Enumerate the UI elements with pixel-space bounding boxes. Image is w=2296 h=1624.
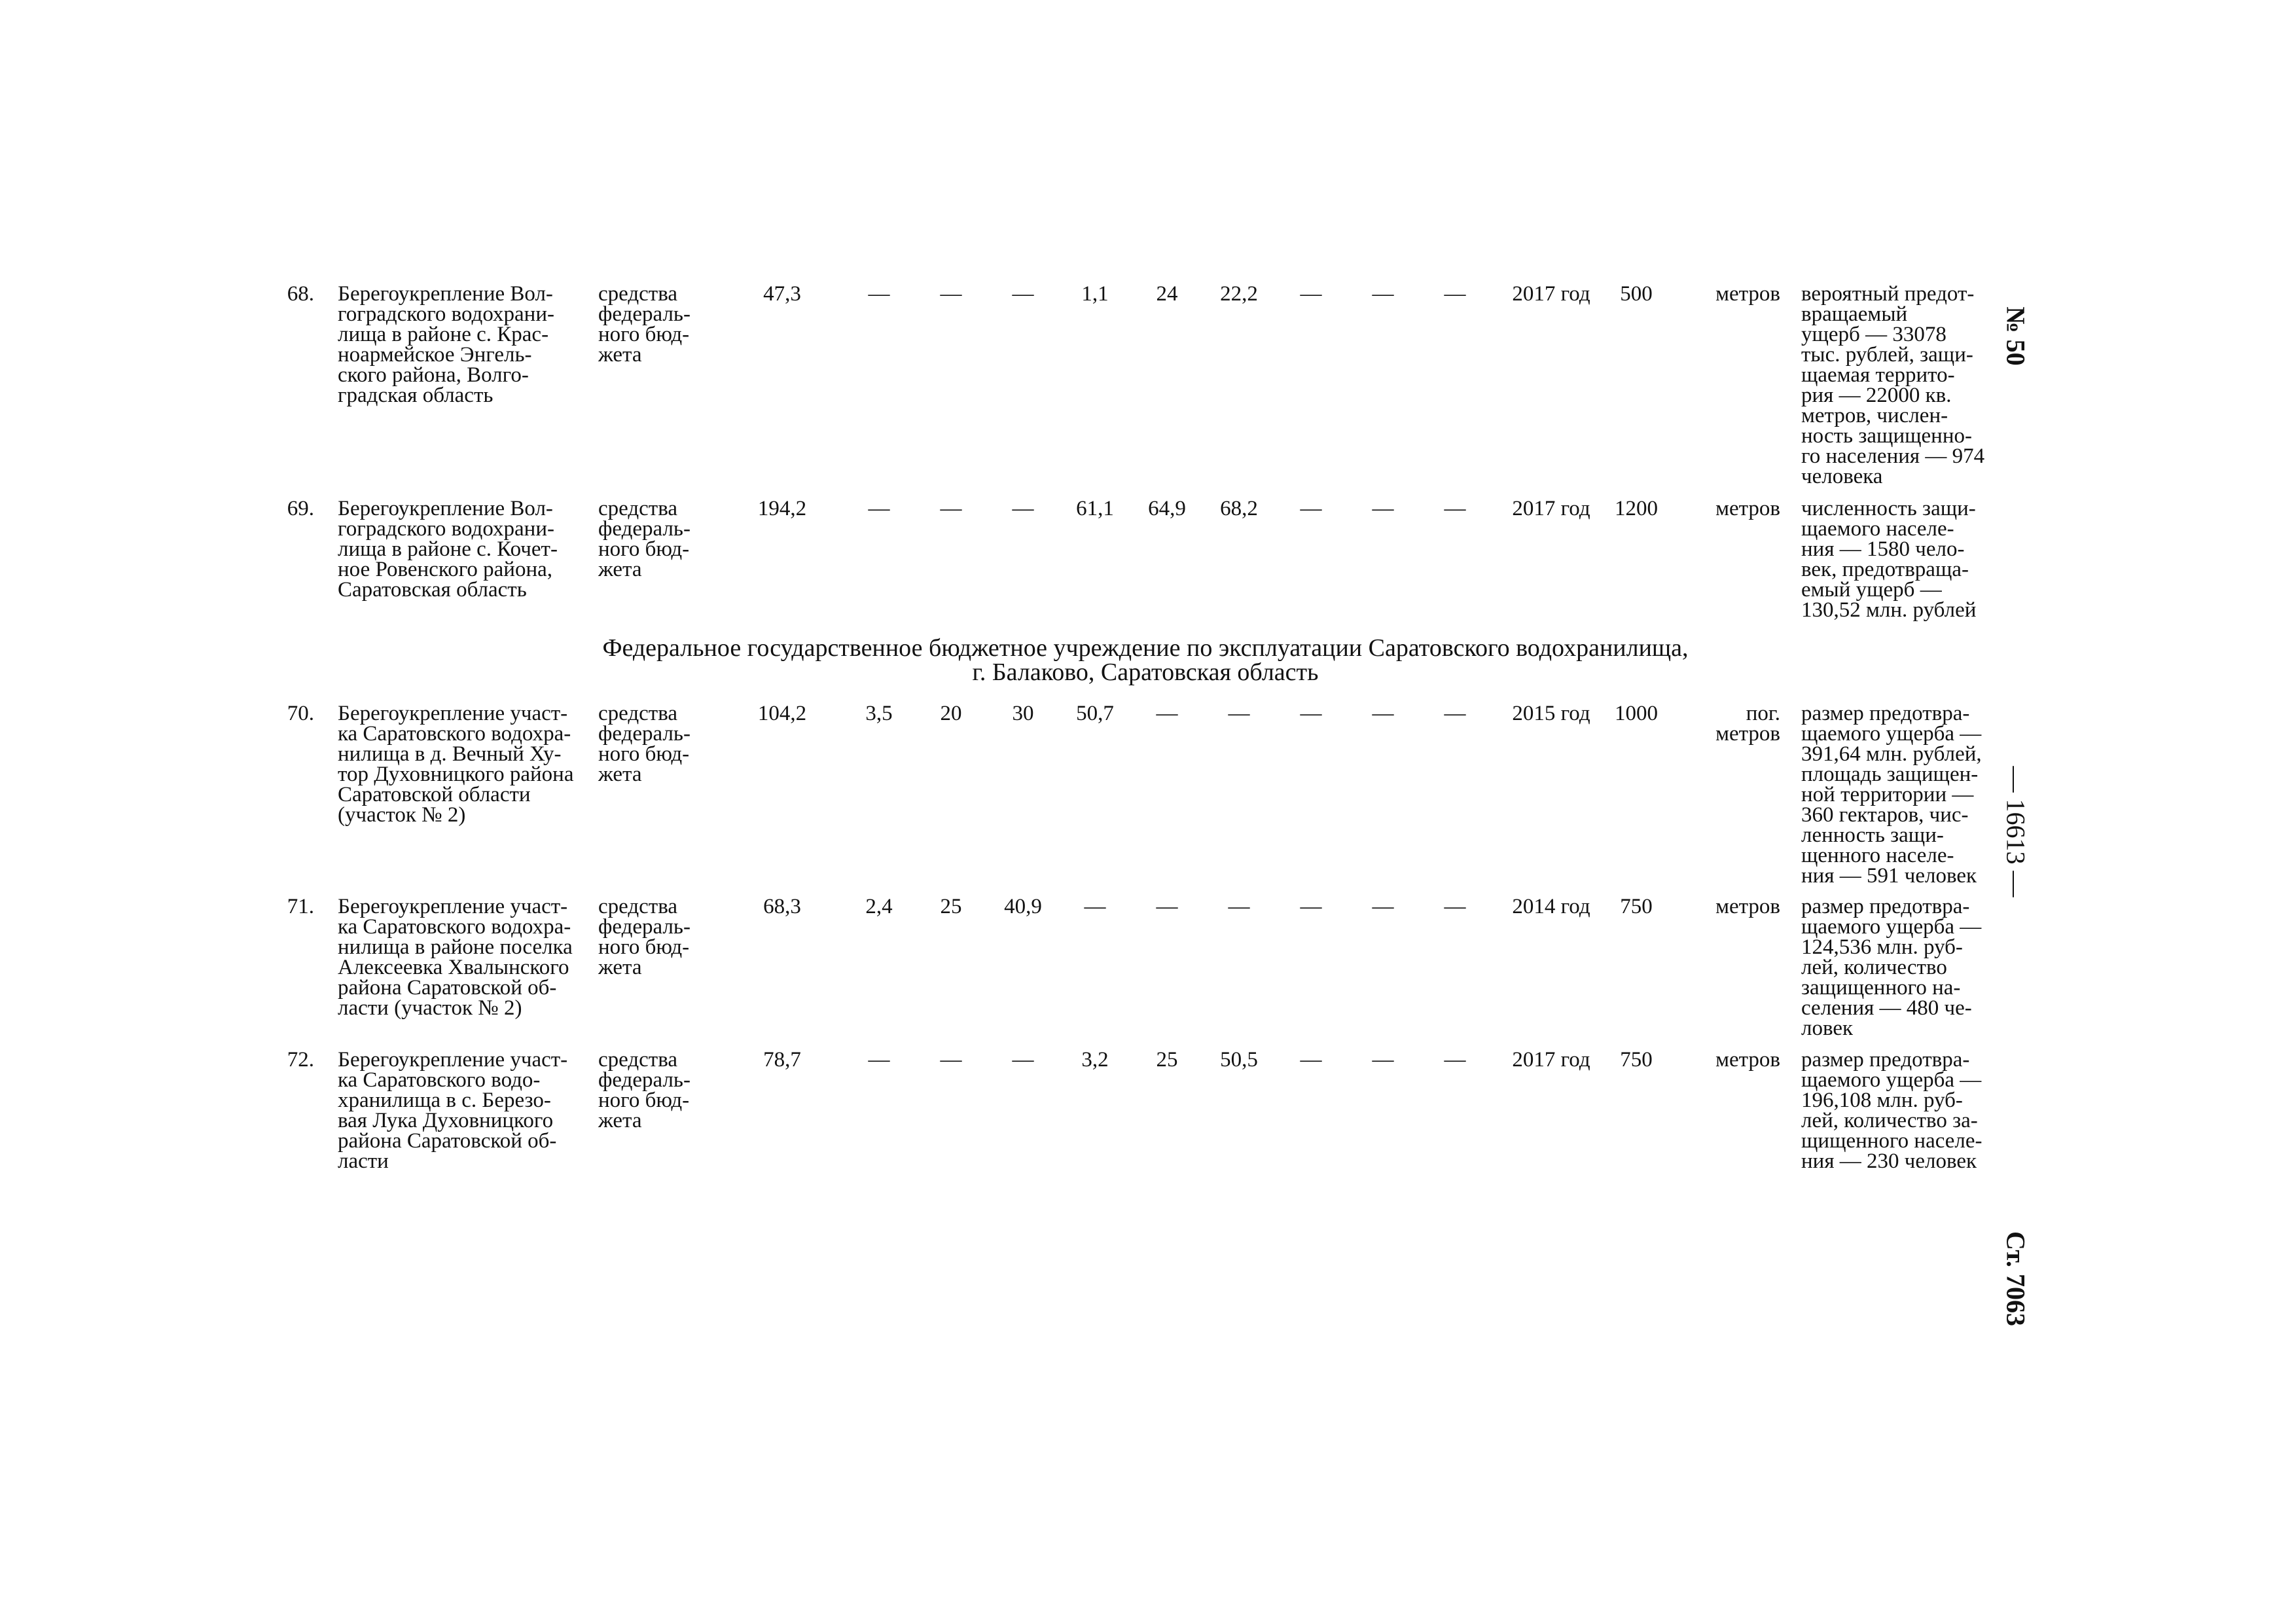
completion-year: 2017 год <box>1512 282 1590 306</box>
effect-description-line: площадь защищен- <box>1801 763 1979 786</box>
year-value: — <box>1444 702 1466 725</box>
funding-source <box>598 499 717 580</box>
object-name-line: гоградского водохрани- <box>338 517 554 541</box>
effect-description-line: 391,64 млн. рублей, <box>1801 742 1982 766</box>
total-value: 78,7 <box>763 1048 801 1072</box>
effect-description-line: лей, количество <box>1801 956 1947 979</box>
funding-source-line: жета <box>598 343 642 367</box>
funding-source-line: ного бюд- <box>598 742 690 766</box>
year-value: — <box>1156 702 1178 725</box>
funding-source-line: ного бюд- <box>598 537 690 561</box>
length-value: 1200 <box>1615 497 1658 520</box>
object-name-line: ка Саратовского водохра- <box>338 722 571 746</box>
effect-description-line: защищенного на- <box>1801 976 1961 1000</box>
year-value: — <box>868 497 890 520</box>
year-value: — <box>1084 895 1106 918</box>
effect-description-line: вращаемый <box>1801 302 1908 326</box>
effect-description <box>1801 1050 1998 1172</box>
object-name-line: ка Саратовского водохра- <box>338 915 571 939</box>
funding-source <box>598 897 717 978</box>
object-name-line: ное Ровенского района, <box>338 558 553 581</box>
object-name-line: Берегоукрепление Вол- <box>338 282 553 306</box>
year-value: — <box>1372 1048 1394 1072</box>
effect-description-line: ленность защи- <box>1801 823 1944 847</box>
year-value: — <box>868 1048 890 1072</box>
object-name-line: нилища в д. Вечный Ху- <box>338 742 562 766</box>
effect-description-line: 130,52 млн. рублей <box>1801 598 1977 622</box>
object-name-line: Берегоукрепление Вол- <box>338 497 553 520</box>
object-name-line: хранилища в с. Березо- <box>338 1089 551 1112</box>
funding-source-line: ного бюд- <box>598 1089 690 1112</box>
total-value: 68,3 <box>763 895 801 918</box>
funding-source-line: жета <box>598 558 642 581</box>
object-name-line: ка Саратовского водо- <box>338 1068 541 1092</box>
year-value: 25 <box>1156 1048 1178 1072</box>
completion-year: 2015 год <box>1512 702 1590 725</box>
length-unit <box>1682 499 1780 519</box>
effect-description-line: щищенного населе- <box>1801 1129 1982 1153</box>
object-name-line: лища в районе с. Крас- <box>338 323 549 346</box>
year-value: — <box>1228 895 1250 918</box>
funding-source-line: федераль- <box>598 722 691 746</box>
section-title-line2: г. Балаково, Саратовская область <box>972 659 1319 686</box>
effect-description <box>1801 499 1998 621</box>
year-value: 22,2 <box>1220 282 1258 306</box>
effect-description-line: рия — 22000 кв. <box>1801 384 1952 407</box>
year-value: — <box>1012 1048 1034 1072</box>
year-value: — <box>1300 497 1322 520</box>
year-value: 3,5 <box>865 702 893 725</box>
object-name-line: вая Лука Духовницкого <box>338 1109 554 1132</box>
effect-description-line: размер предотвра- <box>1801 1048 1970 1072</box>
year-value: — <box>1228 702 1250 725</box>
year-value: — <box>1012 282 1034 306</box>
year-value: 2,4 <box>865 895 893 918</box>
funding-source-line: средства <box>598 1048 678 1072</box>
funding-source-line: средства <box>598 497 678 520</box>
funding-source-line: средства <box>598 702 678 725</box>
year-value: — <box>1300 702 1322 725</box>
effect-description-line: тыс. рублей, защи- <box>1801 343 1973 367</box>
effect-description <box>1801 704 1998 886</box>
effect-description-line: ловек <box>1801 1017 1854 1040</box>
effect-description-line: метров, числен- <box>1801 404 1948 427</box>
effect-description-line: щаемого населе- <box>1801 517 1954 541</box>
object-name-line: Берегоукрепление участ- <box>338 895 568 918</box>
row-number: 68. <box>287 282 314 306</box>
length-value: 1000 <box>1615 702 1658 725</box>
effect-description-line: емый ущерб — <box>1801 578 1942 602</box>
object-name-line: ноармейское Энгель- <box>338 343 532 367</box>
effect-description-line: го населения — 974 <box>1801 444 1985 468</box>
effect-description-line: селения — 480 че- <box>1801 996 1972 1020</box>
year-value: — <box>1372 702 1394 725</box>
length-unit-line: метров <box>1715 1048 1780 1072</box>
year-value: — <box>940 282 962 306</box>
object-name-line: ласти <box>338 1149 389 1173</box>
row-number: 72. <box>287 1048 314 1072</box>
year-value: 25 <box>940 895 962 918</box>
effect-description <box>1801 284 1998 487</box>
year-value: — <box>1300 895 1322 918</box>
page-number: Ст. 7063 <box>2001 1231 2031 1326</box>
object-name-line: ласти (участок № 2) <box>338 996 522 1020</box>
effect-description-line: лей, количество за- <box>1801 1109 1978 1132</box>
year-value: — <box>1372 282 1394 306</box>
funding-source <box>598 284 717 365</box>
year-value: — <box>1300 282 1322 306</box>
effect-description-line: ущерб — 33078 <box>1801 323 1946 346</box>
effect-description-line: 196,108 млн. руб- <box>1801 1089 1963 1112</box>
effect-description-line: 360 гектаров, чис- <box>1801 803 1969 827</box>
object-name-line: Берегоукрепление участ- <box>338 1048 568 1072</box>
year-value: — <box>1444 1048 1466 1072</box>
effect-description-line: ния — 230 человек <box>1801 1149 1977 1173</box>
object-name <box>338 1050 584 1172</box>
effect-description-line: щаемого ущерба — <box>1801 1068 1982 1092</box>
year-value: — <box>868 282 890 306</box>
length-unit <box>1682 897 1780 917</box>
effect-description-line: человека <box>1801 465 1883 488</box>
year-value: — <box>1156 895 1178 918</box>
year-value: 24 <box>1156 282 1178 306</box>
year-value: 61,1 <box>1076 497 1114 520</box>
year-value: — <box>940 497 962 520</box>
effect-description-line: размер предотвра- <box>1801 702 1970 725</box>
length-unit <box>1682 284 1780 304</box>
funding-source-line: жета <box>598 1109 642 1132</box>
funding-source <box>598 1050 717 1131</box>
year-value: 68,2 <box>1220 497 1258 520</box>
year-value: — <box>1444 895 1466 918</box>
funding-source-line: жета <box>598 956 642 979</box>
effect-description-line: щаемого ущерба — <box>1801 722 1982 746</box>
row-number: 70. <box>287 702 314 725</box>
length-unit-line: метров <box>1715 497 1780 520</box>
section-title-line1: Федеральное государственное бюджетное учреждение по эксплуатации Саратовского водохранилища, <box>602 634 1689 662</box>
object-name <box>338 499 584 600</box>
year-value: 50,5 <box>1220 1048 1258 1072</box>
object-name-line: лища в районе с. Кочет- <box>338 537 558 561</box>
object-name-line: тор Духовницкого района <box>338 763 574 786</box>
funding-source-line: средства <box>598 282 678 306</box>
row-number: 71. <box>287 895 314 918</box>
effect-description-line: численность защи- <box>1801 497 1976 520</box>
effect-description-line: вероятный предот- <box>1801 282 1975 306</box>
funding-source-line: федераль- <box>598 1068 691 1092</box>
effect-description-line: щаемая террито- <box>1801 363 1955 387</box>
year-value: — <box>1444 497 1466 520</box>
issue-number: № 50 <box>2001 306 2031 366</box>
funding-source-line: средства <box>598 895 678 918</box>
object-name <box>338 284 584 406</box>
year-value: 20 <box>940 702 962 725</box>
object-name-line: нилища в районе поселка <box>338 935 573 959</box>
year-value: 64,9 <box>1148 497 1186 520</box>
object-name-line: района Саратовской об- <box>338 1129 557 1153</box>
effect-description-line: ния — 1580 чело- <box>1801 537 1965 561</box>
object-name-line: гоградского водохрани- <box>338 302 554 326</box>
length-unit <box>1682 704 1780 744</box>
length-unit <box>1682 1050 1780 1070</box>
completion-year: 2017 год <box>1512 497 1590 520</box>
funding-source-line: ного бюд- <box>598 323 690 346</box>
year-value: — <box>940 1048 962 1072</box>
total-value: 104,2 <box>757 702 807 725</box>
section-title <box>458 636 1833 685</box>
length-unit-line: метров <box>1715 895 1780 918</box>
effect-description-line: ность защищенно- <box>1801 424 1972 448</box>
object-name-line: градская область <box>338 384 493 407</box>
completion-year: 2017 год <box>1512 1048 1590 1072</box>
object-name <box>338 704 584 825</box>
year-value: 40,9 <box>1004 895 1042 918</box>
effect-description-line: ния — 591 человек <box>1801 864 1977 888</box>
column-number: — 16613 — <box>2001 766 2031 897</box>
year-value: — <box>1372 497 1394 520</box>
year-value: 1,1 <box>1081 282 1109 306</box>
object-name-line: ского района, Волго- <box>338 363 529 387</box>
funding-source-line: федераль- <box>598 915 691 939</box>
funding-source <box>598 704 717 785</box>
year-value: — <box>1372 895 1394 918</box>
effect-description-line: ной территории — <box>1801 783 1974 806</box>
funding-source-line: ного бюд- <box>598 935 690 959</box>
object-name-line: Саратовской области <box>338 783 531 806</box>
row-number: 69. <box>287 497 314 520</box>
funding-source-line: федераль- <box>598 302 691 326</box>
year-value: 50,7 <box>1076 702 1114 725</box>
length-unit-line: пог. <box>1746 702 1780 725</box>
length-unit-line: метров <box>1715 722 1780 746</box>
year-value: 30 <box>1012 702 1034 725</box>
year-value: — <box>1300 1048 1322 1072</box>
effect-description-line: размер предотвра- <box>1801 895 1970 918</box>
effect-description-line: щаемого ущерба — <box>1801 915 1982 939</box>
object-name-line: Берегоукрепление участ- <box>338 702 568 725</box>
length-unit-line: метров <box>1715 282 1780 306</box>
object-name-line: района Саратовской об- <box>338 976 557 1000</box>
effect-description-line: век, предотвраща- <box>1801 558 1969 581</box>
object-name <box>338 897 584 1019</box>
total-value: 194,2 <box>757 497 807 520</box>
funding-source-line: федераль- <box>598 517 691 541</box>
year-value: — <box>1012 497 1034 520</box>
funding-source-line: жета <box>598 763 642 786</box>
effect-description <box>1801 897 1998 1039</box>
length-value: 500 <box>1620 282 1653 306</box>
object-name-line: Саратовская область <box>338 578 527 602</box>
length-value: 750 <box>1620 1048 1653 1072</box>
total-value: 47,3 <box>763 282 801 306</box>
effect-description-line: 124,536 млн. руб- <box>1801 935 1963 959</box>
object-name-line: Алексеевка Хвалынского <box>338 956 569 979</box>
length-value: 750 <box>1620 895 1653 918</box>
effect-description-line: щенного населе- <box>1801 844 1954 867</box>
year-value: 3,2 <box>1081 1048 1109 1072</box>
year-value: — <box>1444 282 1466 306</box>
object-name-line: (участок № 2) <box>338 803 466 827</box>
completion-year: 2014 год <box>1512 895 1590 918</box>
